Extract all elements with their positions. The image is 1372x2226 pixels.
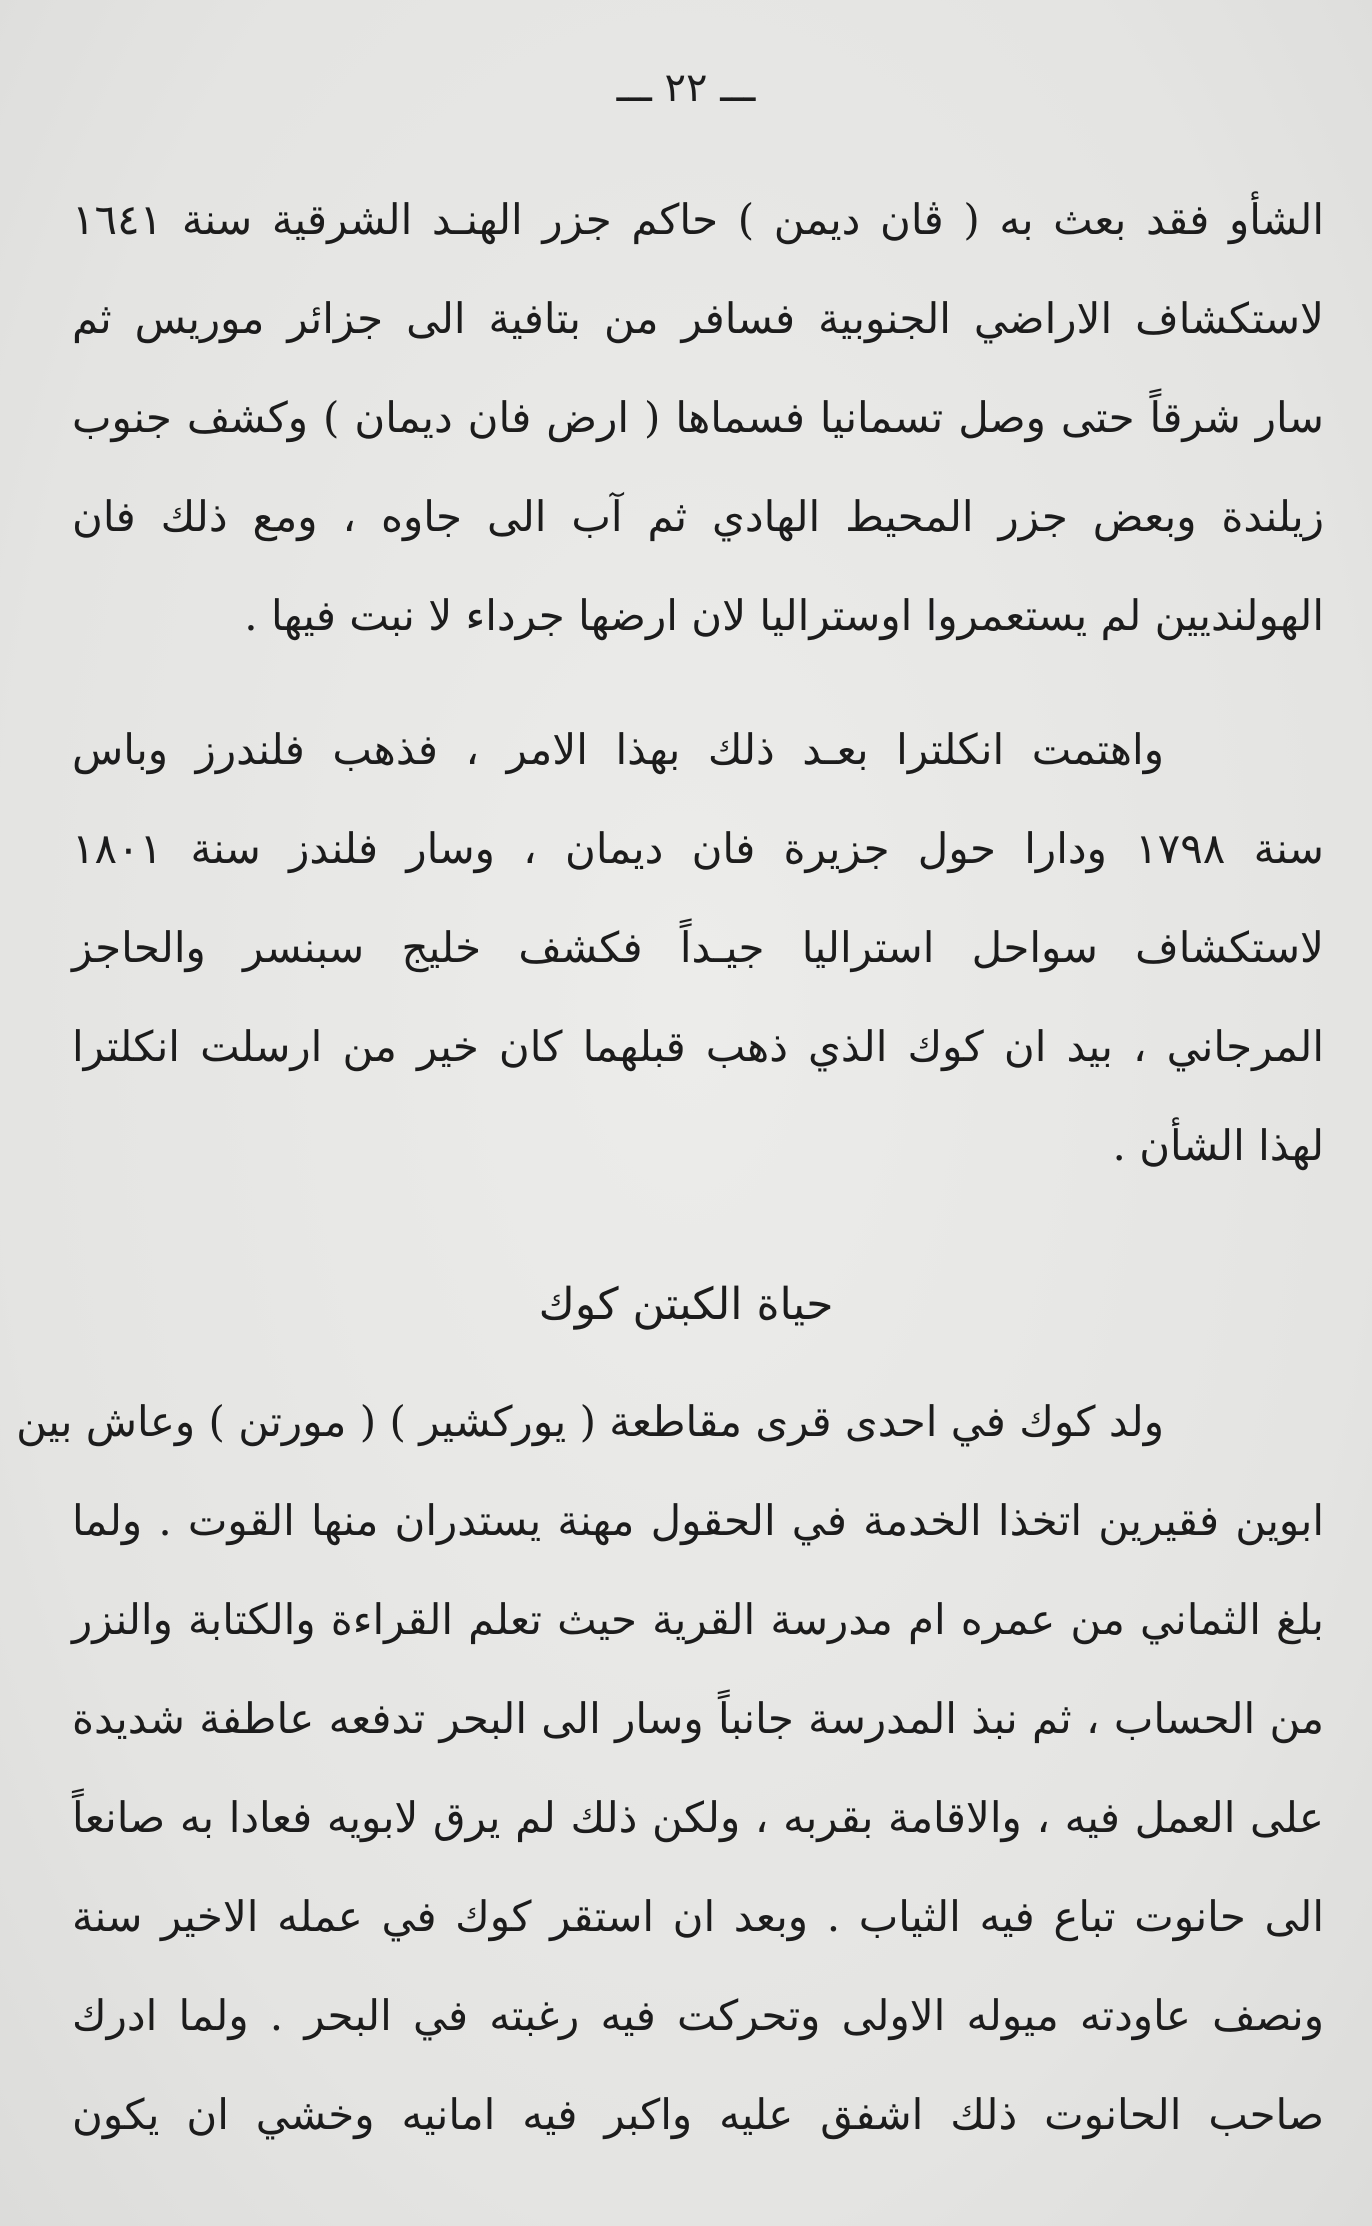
paragraph-3 xyxy=(16,1372,1324,2164)
text-line: المرجاني ، بيد ان كوك الذي ذهب قبلهما كان خير من ارسلت انكلترا xyxy=(72,1022,1324,1071)
text-line: ونصف عاودته ميوله الاولى وتحركت فيه رغبته في البحر . ولما ادرك xyxy=(72,1991,1324,2040)
text-line: الهولنديين لم يستعمروا اوستراليا لان ارضها جرداء لا نبت فيها . xyxy=(244,591,1324,640)
text-line: ابوين فقيرين اتخذا الخدمة في الحقول مهنة يستدران منها القوت . ولما xyxy=(72,1496,1324,1545)
text-line: سار شرقاً حتى وصل تسمانيا فسماها ( ارض فان ديمان ) وكشف جنوب xyxy=(72,393,1324,442)
text-line: الشأو فقد بعث به ( ڤان ديمن ) حاكم جزر الهنـد الشرقية سنة ١٦٤١ xyxy=(72,195,1324,244)
text-line: لهذا الشأن . xyxy=(1112,1121,1324,1170)
paragraph-2 xyxy=(72,700,1324,1195)
text-line: بلغ الثماني من عمره ام مدرسة القرية حيث تعلم القراءة والكتابة والنزر xyxy=(72,1595,1324,1644)
text-line: ولد كوك في احدى قرى مقاطعة ( يوركشير ) ( مورتن ) وعاش بين xyxy=(16,1397,1164,1446)
paragraph-1 xyxy=(72,170,1324,665)
page-number-header: ـــ ٢٢ ـــ xyxy=(616,65,756,111)
text-line: صاحب الحانوت ذلك اشفق عليه واكبر فيه امانيه وخشي ان يكون xyxy=(72,2090,1324,2139)
text-line: الى حانوت تباع فيه الثياب . وبعد ان استقر كوك في عمله الاخير سنة xyxy=(72,1892,1324,1941)
text-line: سنة ١٧٩٨ ودارا حول جزيرة فان ديمان ، وسار فلندز سنة ١٨٠١ xyxy=(72,824,1325,873)
text-line: من الحساب ، ثم نبذ المدرسة جانباً وسار الى البحر تدفعه عاطفة شديدة xyxy=(72,1694,1324,1743)
text-line: على العمل فيه ، والاقامة بقربه ، ولكن ذلك لم يرق لابويه فعادا به صانعاً xyxy=(72,1793,1324,1842)
section-heading: حياة الكبتن كوك xyxy=(538,1279,834,1330)
text-line: زيلندة وبعض جزر المحيط الهادي ثم آب الى جاوه ، ومع ذلك فان xyxy=(72,492,1324,541)
text-line: لاستكشاف سواحل استراليا جيـداً فكشف خليج سبنسر والحاجز xyxy=(72,923,1324,972)
text-line: واهتمت انكلترا بعـد ذلك بهذا الامر ، فذهب فلندرز وباس xyxy=(72,725,1164,774)
text-line: لاستكشاف الاراضي الجنوبية فسافر من بتافية الى جزائر موريس ثم xyxy=(72,294,1324,343)
